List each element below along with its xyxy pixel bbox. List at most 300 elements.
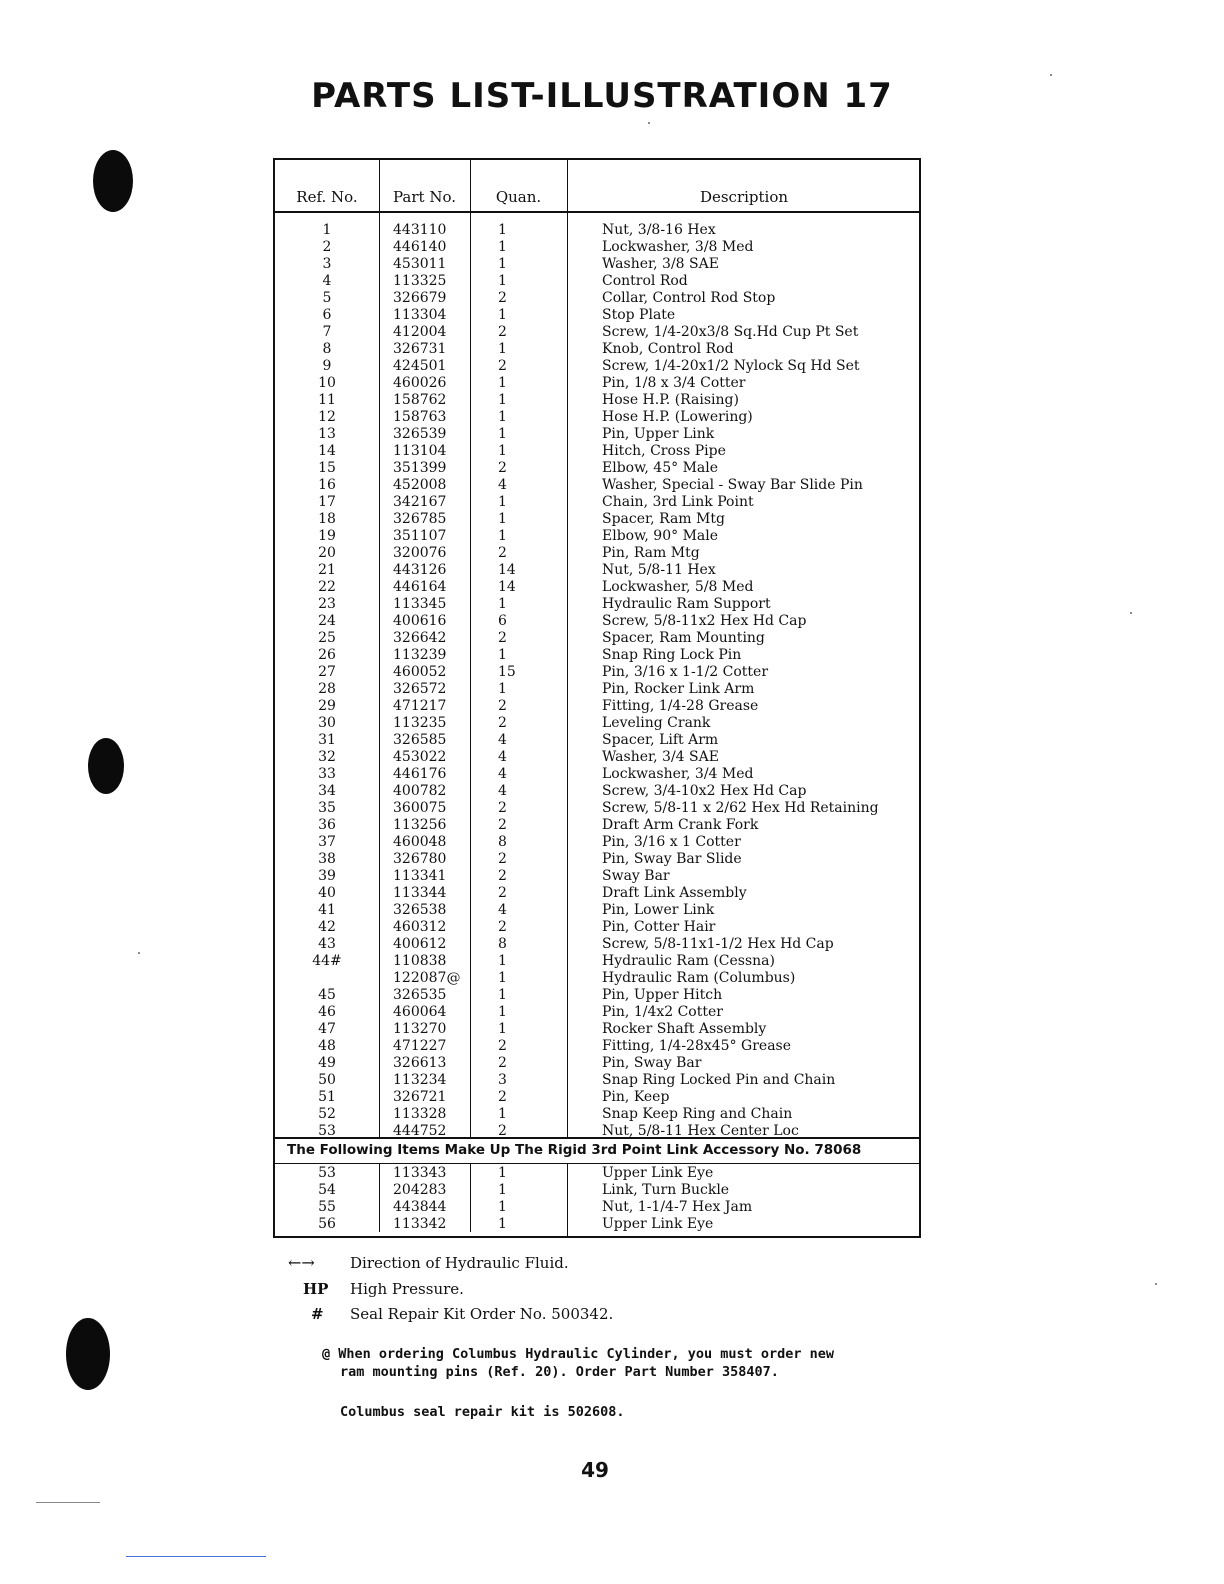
description: Upper Link Eye: [602, 1165, 714, 1181]
table-row: [275, 987, 919, 1004]
quantity: 1: [498, 239, 507, 255]
page-title: PARTS LIST-ILLUSTRATION 17: [311, 76, 893, 116]
ref-number: 25: [318, 630, 336, 646]
scan-line: [36, 1502, 100, 1503]
ref-number: 31: [318, 732, 336, 748]
page-number: 49: [581, 1458, 609, 1482]
quantity: 2: [498, 1089, 507, 1105]
legend-symbol: #: [311, 1305, 324, 1323]
description: Stop Plate: [602, 307, 676, 323]
quantity: 2: [498, 800, 507, 816]
part-number: 351107: [393, 528, 447, 544]
ref-number: 47: [318, 1021, 336, 1037]
part-number: 446140: [393, 239, 447, 255]
description: Lockwasher, 3/8 Med: [602, 239, 754, 255]
description: Screw, 3/4-10x2 Hex Hd Cap: [602, 783, 807, 799]
part-number: 113104: [393, 443, 447, 459]
scan-speck: [1130, 612, 1132, 614]
column-header-qty: Quan.: [495, 188, 542, 206]
ref-number: 54: [318, 1182, 336, 1198]
ref-number: 2: [322, 239, 332, 255]
quantity: 4: [498, 783, 507, 799]
part-number: 113342: [393, 1216, 447, 1232]
quantity: 1: [498, 511, 507, 527]
description: Pin, Rocker Link Arm: [602, 681, 755, 697]
description: Hydraulic Ram Support: [602, 596, 771, 612]
table-row: [275, 953, 919, 970]
scan-line: [126, 1556, 266, 1557]
ref-number: 46: [318, 1004, 336, 1020]
part-number: 110838: [393, 953, 447, 969]
table-row: [275, 936, 919, 953]
ref-number: 35: [318, 800, 336, 816]
description: Fitting, 1/4-28 Grease: [602, 698, 759, 714]
description: Draft Arm Crank Fork: [602, 817, 759, 833]
ref-number: 14: [318, 443, 336, 459]
part-number: 326535: [393, 987, 447, 1003]
ref-number: 40: [318, 885, 336, 901]
table-row: [275, 970, 919, 987]
quantity: 1: [498, 375, 507, 391]
part-number: 446164: [393, 579, 447, 595]
ref-number: 39: [318, 868, 336, 884]
quantity: 1: [498, 222, 507, 238]
description: Nut, 3/8-16 Hex: [602, 222, 716, 238]
quantity: 2: [498, 868, 507, 884]
part-number: 471217: [393, 698, 447, 714]
description: Washer, Special - Sway Bar Slide Pin: [602, 477, 863, 493]
quantity: 2: [498, 885, 507, 901]
legend-row: [288, 1253, 569, 1272]
table-row: [275, 732, 919, 749]
part-number: 113235: [393, 715, 447, 731]
table-row: [275, 1089, 919, 1106]
description: Elbow, 45° Male: [602, 460, 719, 476]
part-number: 113256: [393, 817, 447, 833]
description: Pin, Upper Link: [602, 426, 715, 442]
quantity: 1: [498, 426, 507, 442]
table-row: [275, 239, 919, 256]
scan-speck: [1155, 1283, 1157, 1285]
part-number: 342167: [393, 494, 447, 510]
table-row: [275, 766, 919, 783]
ref-number: 53: [318, 1165, 336, 1181]
table-row: [275, 256, 919, 273]
part-number: 453011: [393, 256, 447, 272]
quantity: 1: [498, 970, 507, 986]
description: Snap Ring Lock Pin: [602, 647, 742, 663]
table-row: [275, 1055, 919, 1072]
ref-number: 17: [318, 494, 336, 510]
part-number: 113234: [393, 1072, 447, 1088]
description: Pin, Keep: [602, 1089, 670, 1105]
column-header-ref: Ref. No.: [296, 188, 358, 206]
ref-number: 4: [322, 273, 332, 289]
ref-number: 32: [318, 749, 336, 765]
description: Screw, 5/8-11 x 2/62 Hex Hd Retaining: [602, 800, 879, 816]
description: Pin, Sway Bar: [602, 1055, 702, 1071]
ref-number: 44#: [312, 953, 342, 969]
ref-number: 26: [318, 647, 336, 663]
legend-text: High Pressure.: [350, 1280, 464, 1298]
table-row: [275, 800, 919, 817]
quantity: 1: [498, 494, 507, 510]
quantity: 2: [498, 919, 507, 935]
table-row: [275, 902, 919, 919]
part-number: 400612: [393, 936, 447, 952]
table-row: [275, 511, 919, 528]
table-row: [275, 596, 919, 613]
quantity: 14: [498, 562, 516, 578]
column-header-desc: Description: [699, 188, 789, 206]
part-number: 326785: [393, 511, 447, 527]
ref-number: 53: [318, 1123, 336, 1139]
part-number: 453022: [393, 749, 447, 765]
table-row: [275, 885, 919, 902]
ref-number: 41: [318, 902, 336, 918]
quantity: 1: [498, 392, 507, 408]
table-row: [275, 375, 919, 392]
quantity: 1: [498, 1004, 507, 1020]
quantity: 1: [498, 1216, 507, 1232]
description: Rocker Shaft Assembly: [602, 1021, 767, 1037]
ref-number: 37: [318, 834, 336, 850]
quantity: 1: [498, 987, 507, 1003]
part-number: 113341: [393, 868, 447, 884]
binding-hole-middle: [88, 738, 124, 794]
table-row: [275, 409, 919, 426]
ref-number: 23: [318, 596, 336, 612]
ref-number: 20: [318, 545, 336, 561]
quantity: 1: [498, 647, 507, 663]
table-row: [275, 477, 919, 494]
legend-row: [311, 1305, 613, 1323]
table-row: [275, 1038, 919, 1055]
description: Screw, 1/4-20x3/8 Sq.Hd Cup Pt Set: [602, 324, 859, 340]
ref-number: 33: [318, 766, 336, 782]
description: Screw, 5/8-11x1-1/2 Hex Hd Cap: [602, 936, 834, 952]
description: Screw, 5/8-11x2 Hex Hd Cap: [602, 613, 807, 629]
part-number: 326642: [393, 630, 447, 646]
description: Pin, Sway Bar Slide: [602, 851, 742, 867]
ref-number: 56: [318, 1216, 336, 1232]
quantity: 2: [498, 851, 507, 867]
quantity: 2: [498, 460, 507, 476]
part-number: 326572: [393, 681, 447, 697]
ref-number: 18: [318, 511, 336, 527]
ref-number: 9: [322, 358, 332, 374]
scan-speck: [648, 122, 650, 124]
ref-number: 24: [318, 613, 336, 629]
part-number: 113239: [393, 647, 447, 663]
scan-speck: [138, 952, 140, 954]
quantity: 4: [498, 477, 507, 493]
description: Pin, Lower Link: [602, 902, 715, 918]
ref-number: 43: [318, 936, 336, 952]
ref-number: 3: [322, 256, 332, 272]
ref-number: 12: [318, 409, 336, 425]
description: Elbow, 90° Male: [602, 528, 719, 544]
description: Sway Bar: [602, 868, 670, 884]
part-number: 204283: [393, 1182, 447, 1198]
legend-text: Seal Repair Kit Order No. 500342.: [350, 1305, 614, 1323]
part-number: 326679: [393, 290, 447, 306]
description: Pin, 1/4x2 Cotter: [602, 1004, 723, 1020]
legend-text: Direction of Hydraulic Fluid.: [350, 1254, 569, 1272]
ref-number: 15: [318, 460, 336, 476]
table-row: [275, 341, 919, 358]
quantity: 2: [498, 1055, 507, 1071]
description: Pin, 3/16 x 1 Cotter: [602, 834, 741, 850]
description: Nut, 1-1/4-7 Hex Jam: [602, 1199, 753, 1215]
part-number: 360075: [393, 800, 447, 816]
table-row: [275, 1004, 919, 1021]
ref-number: 10: [318, 375, 336, 391]
quantity: 2: [498, 545, 507, 561]
table-row: [275, 630, 919, 647]
table-row: [275, 834, 919, 851]
quantity: 1: [498, 256, 507, 272]
part-number: 113345: [393, 596, 447, 612]
quantity: 2: [498, 1038, 507, 1054]
part-number: 326731: [393, 341, 447, 357]
ref-number: 51: [318, 1089, 336, 1105]
part-number: 400782: [393, 783, 447, 799]
quantity: 1: [498, 1199, 507, 1215]
part-number: 452008: [393, 477, 447, 493]
part-number: 320076: [393, 545, 447, 561]
ref-number: 36: [318, 817, 336, 833]
part-number: 460048: [393, 834, 447, 850]
ref-number: 6: [322, 307, 332, 323]
part-number: 443126: [393, 562, 447, 578]
part-number: 113270: [393, 1021, 447, 1037]
ref-number: 38: [318, 851, 336, 867]
table-row: [275, 851, 919, 868]
part-number: 351399: [393, 460, 447, 476]
quantity: 1: [498, 1182, 507, 1198]
quantity: 2: [498, 817, 507, 833]
table-row: [275, 1182, 919, 1199]
quantity: 4: [498, 749, 507, 765]
ref-number: 13: [318, 426, 336, 442]
accessory-header: The Following Items Make Up The Rigid 3rd Point Link Accessory No. 78068: [287, 1142, 862, 1158]
table-row: [275, 783, 919, 800]
ref-number: 7: [322, 324, 332, 340]
column-header-part: Part No.: [393, 188, 456, 206]
table-row: [275, 1216, 919, 1233]
quantity: 1: [498, 443, 507, 459]
quantity: 6: [498, 613, 507, 629]
description: Control Rod: [602, 273, 688, 289]
accessory-rule-bottom: [275, 1163, 919, 1164]
part-number: 122087@: [393, 970, 461, 986]
header-rule: [275, 211, 919, 213]
table-row: [275, 1165, 919, 1182]
table-row: [275, 817, 919, 834]
part-number: 471227: [393, 1038, 447, 1054]
description: Nut, 5/8-11 Hex: [602, 562, 716, 578]
ref-number: 28: [318, 681, 336, 697]
table-row: [275, 698, 919, 715]
table-row: [275, 647, 919, 664]
table-row: [275, 1199, 919, 1216]
ref-number: 55: [318, 1199, 336, 1215]
quantity: 2: [498, 1123, 507, 1139]
part-number: 424501: [393, 358, 447, 374]
ref-number: 21: [318, 562, 336, 578]
table-row: [275, 307, 919, 324]
description: Lockwasher, 5/8 Med: [602, 579, 754, 595]
description: Snap Keep Ring and Chain: [602, 1106, 793, 1122]
part-number: 460026: [393, 375, 447, 391]
ref-number: 1: [322, 222, 332, 238]
part-number: 326721: [393, 1089, 447, 1105]
part-number: 113325: [393, 273, 447, 289]
quantity: 1: [498, 528, 507, 544]
part-number: 400616: [393, 613, 447, 629]
ref-number: 27: [318, 664, 336, 680]
table-row: [275, 392, 919, 409]
part-number: 158762: [393, 392, 447, 408]
description: Knob, Control Rod: [602, 341, 734, 357]
ref-number: 5: [322, 290, 332, 306]
table-row: [275, 528, 919, 545]
legend-row: [303, 1280, 464, 1298]
quantity: 8: [498, 936, 507, 952]
description: Spacer, Ram Mtg: [602, 511, 725, 527]
description: Hose H.P. (Lowering): [602, 409, 753, 425]
description: Upper Link Eye: [602, 1216, 714, 1232]
quantity: 1: [498, 1106, 507, 1122]
ref-number: 50: [318, 1072, 336, 1088]
ref-number: 49: [318, 1055, 336, 1071]
table-row: [275, 426, 919, 443]
ref-number: 48: [318, 1038, 336, 1054]
table-row: [275, 1072, 919, 1089]
description: Draft Link Assembly: [602, 885, 747, 901]
table-row: [275, 1021, 919, 1038]
ref-number: 8: [322, 341, 332, 357]
description: Pin, 1/8 x 3/4 Cotter: [602, 375, 746, 391]
quantity: 1: [498, 409, 507, 425]
quantity: 2: [498, 630, 507, 646]
part-number: 412004: [393, 324, 447, 340]
table-row: [275, 749, 919, 766]
ref-number: 29: [318, 698, 336, 714]
binding-hole-bottom: [66, 1318, 110, 1390]
description: Nut, 5/8-11 Hex Center Loc: [602, 1123, 799, 1139]
part-number: 326585: [393, 732, 447, 748]
part-number: 446176: [393, 766, 447, 782]
table-row: [275, 290, 919, 307]
part-number: 113304: [393, 307, 447, 323]
ref-number: 45: [318, 987, 336, 1003]
quantity: 3: [498, 1072, 507, 1088]
table-row: [275, 222, 919, 239]
columbus-note-line2: ram mounting pins (Ref. 20). Order Part Number 358407.: [340, 1364, 779, 1380]
ref-number: 22: [318, 579, 336, 595]
parts-table: [273, 158, 921, 1238]
ref-number: 52: [318, 1106, 336, 1122]
description: Washer, 3/8 SAE: [602, 256, 719, 272]
description: Hitch, Cross Pipe: [602, 443, 726, 459]
part-number: 113343: [393, 1165, 447, 1181]
table-row: [275, 324, 919, 341]
quantity: 2: [498, 290, 507, 306]
table-row: [275, 868, 919, 885]
description: Pin, Upper Hitch: [602, 987, 723, 1003]
quantity: 1: [498, 681, 507, 697]
table-row: [275, 681, 919, 698]
legend-symbol: HP: [303, 1280, 329, 1298]
quantity: 1: [498, 273, 507, 289]
description: Link, Turn Buckle: [602, 1182, 730, 1198]
description: Pin, Cotter Hair: [602, 919, 716, 935]
part-number: 460052: [393, 664, 447, 680]
part-number: 460064: [393, 1004, 447, 1020]
description: Screw, 1/4-20x1/2 Nylock Sq Hd Set: [602, 358, 860, 374]
description: Leveling Crank: [602, 715, 711, 731]
part-number: 113328: [393, 1106, 447, 1122]
part-number: 158763: [393, 409, 447, 425]
quantity: 1: [498, 1165, 507, 1181]
quantity: 4: [498, 902, 507, 918]
quantity: 2: [498, 715, 507, 731]
part-number: 113344: [393, 885, 447, 901]
table-row: [275, 919, 919, 936]
description: Lockwasher, 3/4 Med: [602, 766, 754, 782]
table-row: [275, 273, 919, 290]
quantity: 2: [498, 324, 507, 340]
table-row: [275, 664, 919, 681]
description: Fitting, 1/4-28x45° Grease: [602, 1038, 792, 1054]
ref-number: 19: [318, 528, 336, 544]
table-row: [275, 1106, 919, 1123]
part-number: 443110: [393, 222, 447, 238]
binding-hole-top: [93, 150, 133, 212]
description: Collar, Control Rod Stop: [602, 290, 776, 306]
table-row: [275, 443, 919, 460]
table-row: [275, 579, 919, 596]
part-number: 443844: [393, 1199, 447, 1215]
description: Spacer, Lift Arm: [602, 732, 719, 748]
part-number: 326539: [393, 426, 447, 442]
description: Hose H.P. (Raising): [602, 392, 739, 408]
part-number: 326613: [393, 1055, 447, 1071]
quantity: 4: [498, 732, 507, 748]
part-number: 444752: [393, 1123, 447, 1139]
table-row: [275, 715, 919, 732]
ref-number: 11: [318, 392, 336, 408]
table-row: [275, 460, 919, 477]
ref-number: 16: [318, 477, 336, 493]
table-row: [275, 545, 919, 562]
description: Hydraulic Ram (Columbus): [602, 970, 796, 986]
ref-number: 42: [318, 919, 336, 935]
description: Washer, 3/4 SAE: [602, 749, 719, 765]
seal-kit-note: Columbus seal repair kit is 502608.: [340, 1404, 625, 1420]
description: Hydraulic Ram (Cessna): [602, 953, 775, 969]
description: Snap Ring Locked Pin and Chain: [602, 1072, 836, 1088]
columbus-note-line1: @ When ordering Columbus Hydraulic Cylinder, you must order new: [322, 1346, 835, 1362]
quantity: 2: [498, 358, 507, 374]
quantity: 4: [498, 766, 507, 782]
quantity: 1: [498, 341, 507, 357]
quantity: 1: [498, 307, 507, 323]
part-number: 326538: [393, 902, 447, 918]
quantity: 1: [498, 1021, 507, 1037]
